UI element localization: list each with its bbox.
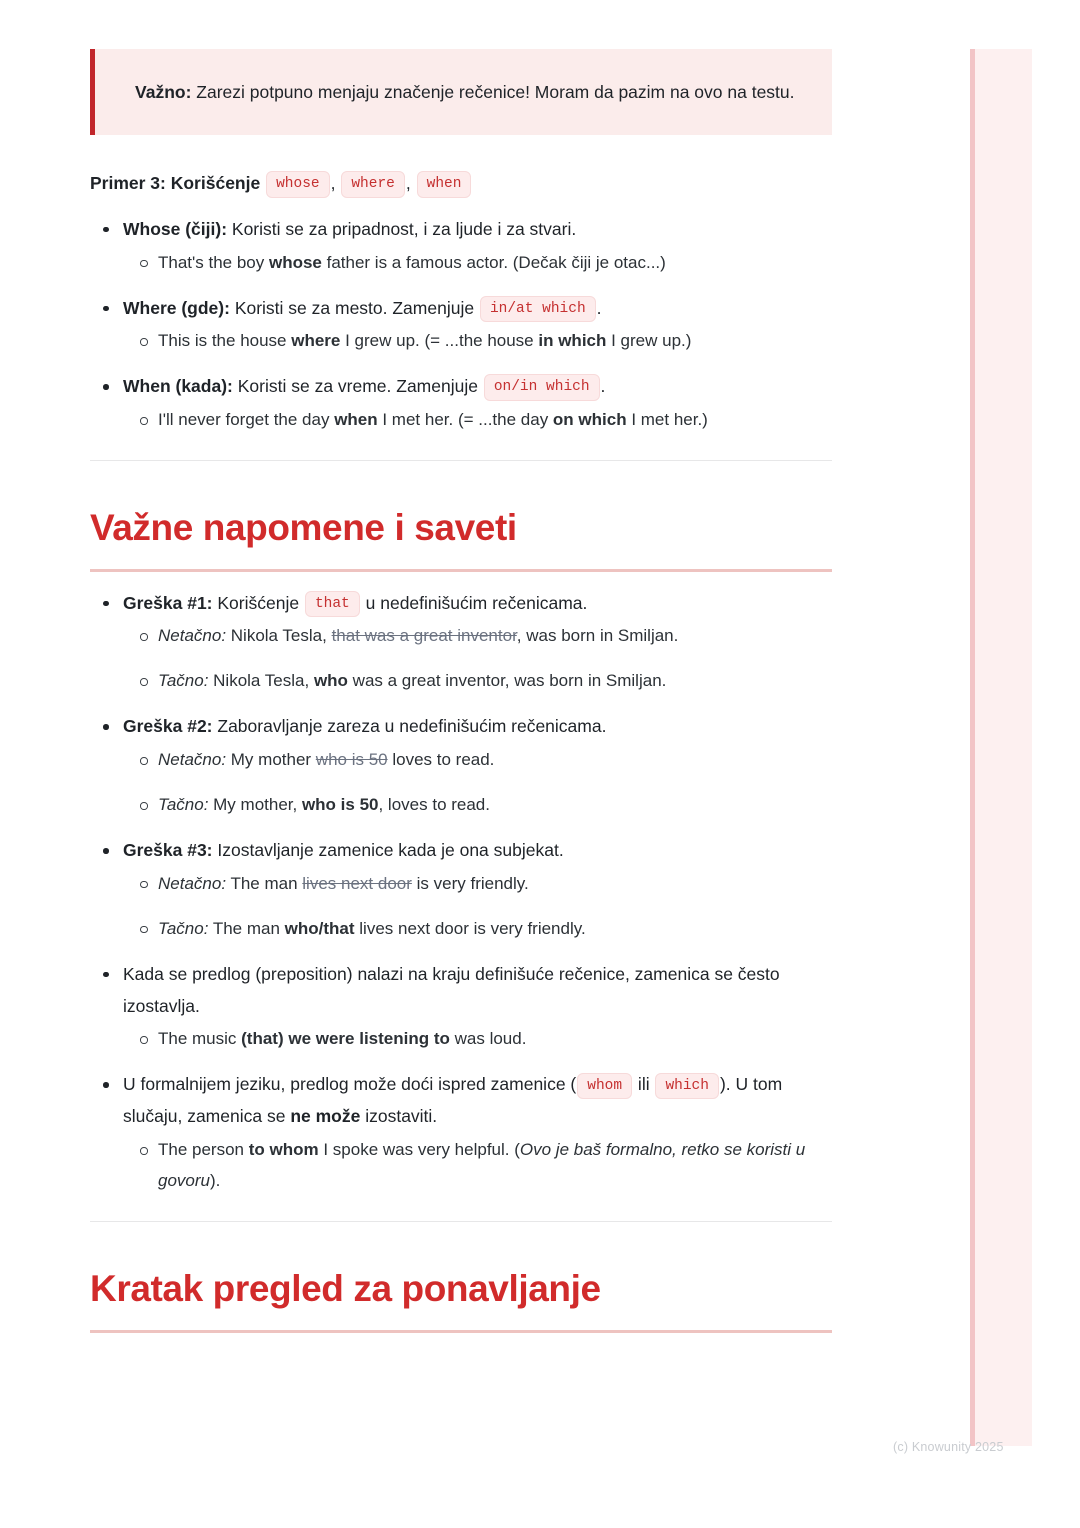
wrong-post-2: loves to read. bbox=[387, 750, 495, 770]
mistake-2 bbox=[120, 711, 832, 821]
list-item bbox=[158, 248, 832, 279]
list-item bbox=[158, 326, 832, 357]
code-chip-that: that bbox=[305, 591, 360, 618]
desc-when-after: . bbox=[600, 376, 606, 397]
sub-whose-pre: That's the boy bbox=[158, 252, 269, 272]
tip-preposition-text: Kada se predlog (preposition) nalazi na kraju definišuće rečenice, zamenica se često izostavlja. bbox=[123, 963, 780, 1016]
term-when: When (kada): bbox=[123, 376, 233, 397]
term-where: Where (gde): bbox=[123, 297, 230, 318]
right-bold-1: who bbox=[313, 671, 348, 691]
list-item bbox=[158, 666, 832, 697]
wrong-pre-2: My mother bbox=[226, 750, 316, 770]
tip-preposition-examples bbox=[123, 1024, 832, 1055]
code-chip-which: which bbox=[655, 1073, 719, 1100]
wrong-label-3: Netačno: bbox=[158, 873, 227, 893]
sublist-whose bbox=[123, 248, 832, 279]
strikethrough-text-3: lives next door bbox=[302, 873, 412, 893]
example-3-list bbox=[90, 214, 832, 436]
code-chip-when: when bbox=[417, 171, 472, 198]
right-post-3: lives next door is very friendly. bbox=[354, 918, 586, 938]
code-chip-where: where bbox=[341, 171, 405, 198]
page-title-summary: Kratak pregled za ponavljanje bbox=[90, 1267, 601, 1309]
summary-heading-underline bbox=[90, 1330, 832, 1333]
wrong-label-1: Netačno: bbox=[158, 626, 227, 646]
tip-formal-ex-italic: Ovo je baš formalno, retko se koristi u govoru bbox=[158, 1140, 806, 1191]
mistake-2-examples bbox=[123, 745, 832, 821]
strikethrough-text-1: that was a great inventor bbox=[331, 626, 517, 646]
right-label-1: Tačno: bbox=[158, 671, 209, 691]
mistake-1-desc-post: u nedefinišućim rečenicama. bbox=[360, 592, 588, 613]
list-item bbox=[158, 869, 832, 900]
wrong-label-2: Netačno: bbox=[158, 750, 227, 770]
list-item bbox=[158, 405, 832, 436]
sub-where-post: I grew up.) bbox=[606, 331, 692, 351]
important-callout bbox=[90, 49, 832, 135]
desc-where-after: . bbox=[596, 297, 602, 318]
mistake-3 bbox=[120, 835, 832, 945]
right-bold-2: who is 50 bbox=[301, 795, 379, 815]
mistake-2-desc: Zaboravljanje zareza u nedefinišućim rečenicama. bbox=[212, 716, 607, 737]
tip-prep-bold: (that) we were listening to bbox=[241, 1029, 450, 1049]
right-post-1: was a great inventor, was born in Smiljan. bbox=[347, 671, 667, 691]
tip-formal-ex-mid: I spoke was very helpful. ( bbox=[318, 1140, 520, 1160]
section-divider-1 bbox=[90, 460, 832, 461]
mistake-3-label: Greška #3: bbox=[123, 840, 213, 861]
sub-when-post: I met her.) bbox=[626, 410, 708, 430]
wrong-pre-3: The man bbox=[226, 873, 303, 893]
sub-when-pre: I'll never forget the day bbox=[158, 410, 335, 430]
desc-whose: Koristi se za pripadnost, i za ljude i za stvari. bbox=[227, 218, 577, 239]
sub-where-bold: where bbox=[291, 331, 341, 351]
sub-where-pre: This is the house bbox=[158, 331, 292, 351]
list-item bbox=[158, 1135, 832, 1197]
tip-formal-post-end: izostaviti. bbox=[360, 1106, 438, 1127]
mistake-1-examples bbox=[123, 621, 832, 697]
sublist-where bbox=[123, 326, 832, 357]
mistake-3-examples bbox=[123, 869, 832, 945]
tip-formal bbox=[120, 1069, 832, 1197]
desc-where: Koristi se za mesto. Zamenjuje bbox=[229, 297, 479, 318]
right-label-2: Tačno: bbox=[158, 795, 209, 815]
mistake-2-label: Greška #2: bbox=[123, 716, 213, 737]
tip-formal-post-bold: ne može bbox=[290, 1106, 361, 1127]
mistake-1-desc-pre: Korišćenje bbox=[212, 592, 304, 613]
desc-when: Koristi se za vreme. Zamenjuje bbox=[232, 376, 483, 397]
right-pre-1: Nikola Tesla, bbox=[208, 671, 314, 691]
section-divider-2 bbox=[90, 1221, 832, 1222]
tip-formal-mid: ili bbox=[633, 1074, 655, 1095]
tip-formal-ex-end: ). bbox=[209, 1171, 221, 1191]
list-item bbox=[158, 745, 832, 776]
chip-separator-2: , bbox=[405, 173, 411, 194]
tip-formal-ex-bold: to whom bbox=[248, 1140, 319, 1160]
tip-preposition bbox=[120, 959, 832, 1056]
page-side-strip-edge bbox=[970, 49, 975, 1446]
callout-label: Važno: bbox=[135, 82, 192, 102]
tip-formal-examples bbox=[123, 1135, 832, 1197]
copyright-credit: (c) Knowunity 2025 bbox=[893, 1440, 1004, 1454]
sub-whose-bold: whose bbox=[268, 252, 322, 272]
tip-prep-pre: The music bbox=[158, 1029, 242, 1049]
wrong-post-3: is very friendly. bbox=[411, 873, 529, 893]
tip-formal-ex-pre: The person bbox=[158, 1140, 249, 1160]
sub-whose-post: father is a famous actor. (Dečak čiji je otac...) bbox=[321, 252, 666, 272]
callout-text: Zarezi potpuno menjaju značenje rečenice! Moram da pazim na ovo na testu. bbox=[191, 82, 795, 102]
document-content bbox=[90, 0, 832, 1333]
code-chip-on-in-which: on/in which bbox=[484, 374, 600, 401]
example-3-title: Primer 3: Korišćenje bbox=[90, 173, 261, 194]
wrong-post-1: , was born in Smiljan. bbox=[516, 626, 679, 646]
right-post-2: , loves to read. bbox=[378, 795, 490, 815]
right-pre-2: My mother, bbox=[208, 795, 302, 815]
list-item bbox=[158, 914, 832, 945]
list-item bbox=[158, 790, 832, 821]
code-chip-in-at-which: in/at which bbox=[480, 296, 596, 323]
term-whose: Whose (čiji): bbox=[123, 218, 228, 239]
code-chip-whom: whom bbox=[577, 1073, 632, 1100]
list-item-where bbox=[120, 293, 832, 358]
page-title-notes: Važne napomene i saveti bbox=[90, 507, 517, 549]
notes-list bbox=[90, 588, 832, 1197]
sub-where-mid: I grew up. (= ...the house bbox=[340, 331, 539, 351]
sub-where-bold2: in which bbox=[538, 331, 607, 351]
tip-formal-pre: U formalnijem jeziku, predlog može doći ispred zamenice ( bbox=[123, 1074, 577, 1095]
list-item-whose bbox=[120, 214, 832, 279]
code-chip-whose: whose bbox=[266, 171, 330, 198]
list-item-when bbox=[120, 371, 832, 436]
sublist-when bbox=[123, 405, 832, 436]
mistake-1-label: Greška #1: bbox=[123, 592, 213, 613]
tip-formal-post-pre: ). U tom slučaju, zamenica se bbox=[123, 1074, 783, 1127]
list-item bbox=[158, 621, 832, 652]
sub-when-mid: I met her. (= ...the day bbox=[377, 410, 553, 430]
wrong-pre-1: Nikola Tesla, bbox=[226, 626, 332, 646]
sub-when-bold2: on which bbox=[552, 410, 627, 430]
list-item bbox=[158, 1024, 832, 1055]
strikethrough-text-2: who is 50 bbox=[315, 750, 388, 770]
right-pre-3: The man bbox=[208, 918, 285, 938]
tip-prep-post: was loud. bbox=[449, 1029, 527, 1049]
notes-heading-underline bbox=[90, 569, 832, 572]
page-side-strip bbox=[970, 49, 1032, 1446]
sub-when-bold: when bbox=[334, 410, 378, 430]
chip-separator-1: , bbox=[330, 173, 336, 194]
right-label-3: Tačno: bbox=[158, 918, 209, 938]
example-3-label bbox=[90, 169, 832, 198]
right-bold-3: who/that bbox=[284, 918, 355, 938]
mistake-3-desc: Izostavljanje zamenice kada je ona subjekat. bbox=[212, 840, 564, 861]
mistake-1 bbox=[120, 588, 832, 698]
